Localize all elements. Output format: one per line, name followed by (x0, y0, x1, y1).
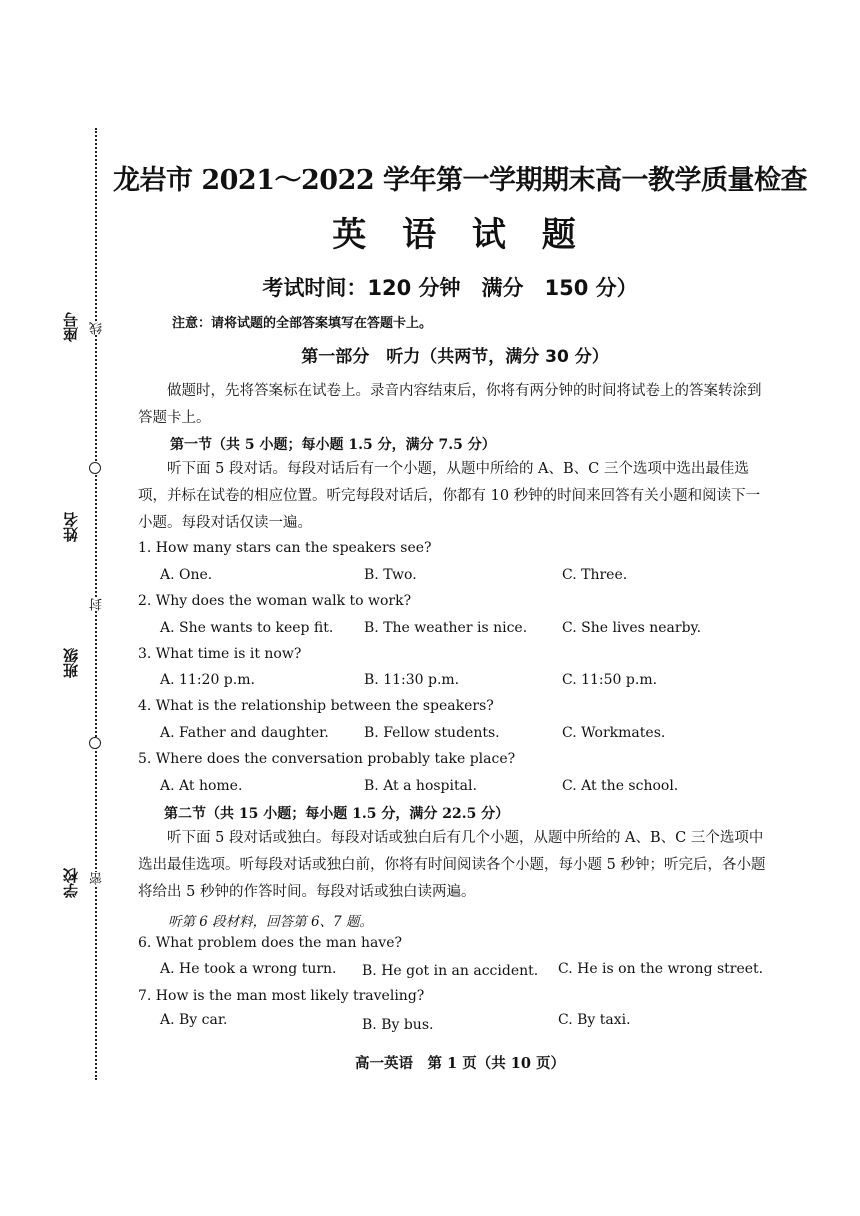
question-stem: 3. What time is it now? (138, 646, 302, 662)
question-stem: 4. What is the relationship between the speakers? (138, 698, 494, 714)
option-a: A. Father and daughter. (160, 725, 329, 741)
option-a: A. By car. (160, 1012, 228, 1028)
question-stem: 2. Why does the woman walk to work? (138, 593, 412, 609)
question-stem: 7. How is the man most likely traveling? (138, 988, 425, 1004)
part1-intro: 做题时，先将答案标在试卷上。录音内容结束后，你将有两分钟的时间将试卷上的答案转涂到答题卡上。 (138, 383, 762, 426)
label-class: 班级 (62, 648, 80, 678)
label-seat-number: 座号 (62, 312, 80, 342)
exam-title: 龙岩市 2021～2022 学年第一学期期末高一教学质量检查 (112, 165, 808, 196)
margin-mark-line: 线 (90, 322, 105, 335)
label-school: 学校 (62, 868, 80, 898)
label-name: 姓名 (62, 512, 80, 542)
option-a: A. He took a wrong turn. (160, 961, 337, 977)
option-b: B. The weather is nice. (364, 620, 528, 636)
option-c: C. At the school. (562, 778, 679, 794)
part1-title: 第一部分 听力（共两节，满分 30 分） (301, 347, 609, 367)
section1-instructions: 听下面 5 段对话。每段对话后有一个小题，从题中所给的 A、B、C 三个选项中选出最佳选项，并标在试卷的相应位置。听完每段对话后，你都有 10 秒钟的时间来回答有关小题和阅读下一小题。每段对话仅读一遍。 (138, 461, 761, 531)
option-c: C. Workmates. (562, 725, 666, 741)
option-a: A. 11:20 p.m. (160, 672, 255, 688)
binding-hole-top (89, 462, 101, 474)
option-c: C. By taxi. (558, 1012, 631, 1028)
material-hint: 听第 6 段材料，回答第 6、7 题。 (168, 914, 373, 930)
question-stem: 1. How many stars can the speakers see? (138, 540, 432, 556)
section1-title: 第一节（共 5 小题；每小题 1.5 分，满分 7.5 分） (170, 437, 496, 453)
page-footer: 高一英语 第 1 页（共 10 页） (355, 1055, 565, 1072)
exam-notice: 注意：请将试题的全部答案填写在答题卡上。 (172, 316, 433, 331)
option-b: B. He got in an accident. (362, 963, 539, 979)
option-a: A. One. (160, 567, 213, 583)
option-c: C. Three. (562, 567, 628, 583)
binding-hole-bottom (89, 737, 101, 749)
question-stem: 6. What problem does the man have? (138, 935, 403, 951)
option-c: C. 11:50 p.m. (562, 672, 658, 688)
exam-info: 考试时间：120 分钟 满分 150 分） (262, 276, 638, 300)
option-b: B. Fellow students. (364, 725, 500, 741)
option-a: A. She wants to keep fit. (160, 620, 334, 636)
exam-subject: 英 语 试 题 (332, 215, 588, 255)
question-stem: 5. Where does the conversation probably take place? (138, 751, 516, 767)
option-c: C. She lives nearby. (562, 620, 702, 636)
option-b: B. At a hospital. (364, 778, 477, 794)
margin-mark-seal: 封 (90, 598, 105, 611)
option-a: A. At home. (160, 778, 243, 794)
option-b: B. 11:30 p.m. (364, 672, 460, 688)
section2-instructions: 听下面 5 段对话或独白。每段对话或独白后有几个小题，从题中所给的 A、B、C 三个选项中选出最佳选项。听每段对话或独白前，你将有时间阅读各个小题，每小题 5 秒钟；听完后，各小题将给出 5 秒钟的作答时间。每段对话或独白读两遍。 (138, 830, 766, 900)
option-c: C. He is on the wrong street. (558, 961, 764, 977)
option-b: B. By bus. (362, 1017, 434, 1033)
margin-mark-secret: 密 (90, 872, 105, 885)
option-b: B. Two. (364, 567, 417, 583)
section2-title: 第二节（共 15 小题；每小题 1.5 分，满分 22.5 分） (164, 806, 510, 822)
